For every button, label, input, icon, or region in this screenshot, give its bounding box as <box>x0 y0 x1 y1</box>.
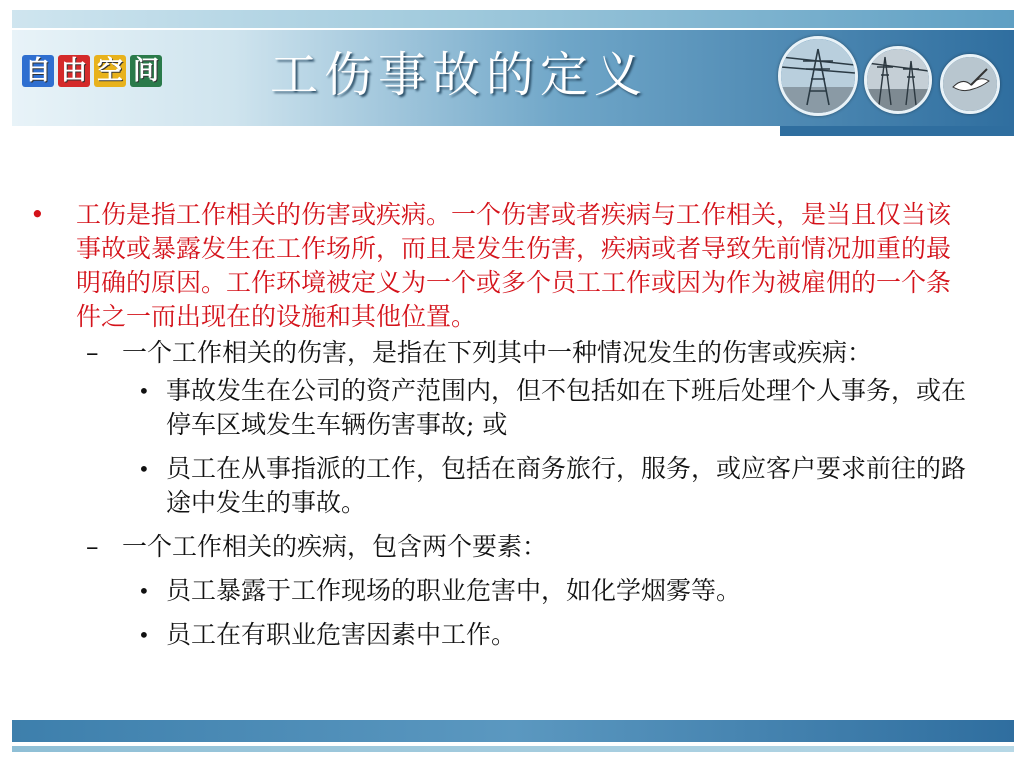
logo <box>22 52 172 90</box>
footer-band <box>12 720 1014 742</box>
logo-char: 间 <box>130 55 162 87</box>
point-item <box>30 374 970 442</box>
bullet-marker: • <box>30 200 45 229</box>
logo-char: 由 <box>58 55 90 87</box>
slide-content <box>30 198 970 652</box>
logo-char: 自 <box>22 55 54 87</box>
point-text: 员工在从事指派的工作，包括在商务旅行，服务，或应客户要求前往的路途中发生的事故。 <box>166 454 967 517</box>
point-text: 员工暴露于工作现场的职业危害中，如化学烟雾等。 <box>166 576 742 605</box>
point-text: 员工在有职业危害因素中工作。 <box>166 620 517 649</box>
sub-item-work-illness <box>30 530 970 564</box>
bullet-text: 工伤是指工作相关的伤害或疾病。一个伤害或者疾病与工作相关，是当且仅当该事故或暴露发生在工作场所，而且是发生伤害，疾病或者导致先前情况加重的最明确的原因。工作环境被定义为一个或多个员工工作或因为作为被雇佣的一个条件之一而出现在的设施和其他位置。 <box>76 200 952 331</box>
sub-item-work-injury <box>30 336 970 370</box>
dash-marker: – <box>86 532 99 561</box>
bullet-marker: • <box>138 579 150 603</box>
point-item <box>30 574 970 608</box>
bird-photo-icon <box>940 54 1000 114</box>
dash-marker: – <box>86 338 99 367</box>
logo-char: 空 <box>94 55 126 87</box>
point-text: 事故发生在公司的资产范围内，但不包括如在下班后处理个人事务，或在停车区域发生车辆伤害事故; 或 <box>166 376 967 439</box>
power-lines-photo-icon <box>864 46 932 114</box>
header-top-strip <box>12 10 1014 28</box>
header-notch <box>780 126 1014 136</box>
slide-title: 工伤事故的定义 <box>270 47 649 103</box>
bullet-marker: • <box>138 379 150 403</box>
sub-item-text: 一个工作相关的伤害，是指在下列其中一种情况发生的伤害或疾病： <box>122 338 873 367</box>
bullet-definition <box>30 198 970 334</box>
bullet-marker: • <box>138 457 150 481</box>
power-tower-photo-icon <box>778 36 858 116</box>
footer-strip <box>12 746 1014 752</box>
point-item <box>30 452 970 520</box>
bullet-marker: • <box>138 623 150 647</box>
sub-item-text: 一个工作相关的疾病，包含两个要素： <box>122 532 548 561</box>
point-item <box>30 618 970 652</box>
